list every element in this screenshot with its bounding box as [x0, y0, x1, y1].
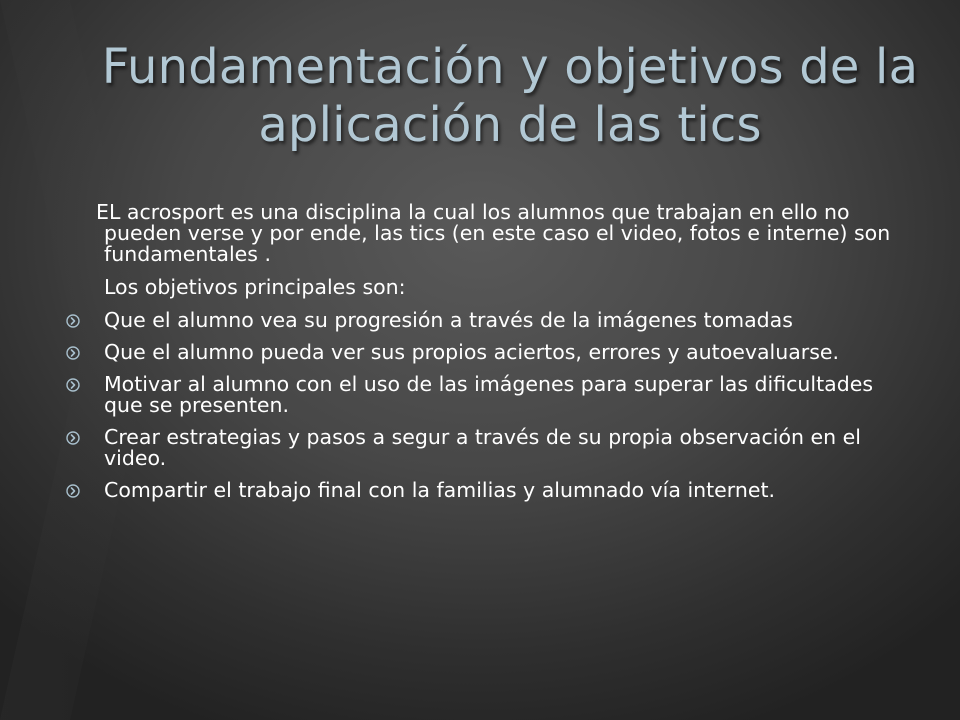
list-item [66, 374, 906, 416]
list-item [66, 310, 906, 331]
list-item-text: Que el alumno pueda ver sus propios aciertos, errores y autoevaluarse. [104, 340, 840, 364]
slide-body [66, 202, 906, 512]
circled-chevron-icon [66, 346, 80, 360]
objectives-heading: Los objetivos principales son: [104, 275, 406, 299]
circled-chevron-icon [66, 314, 80, 328]
list-item [66, 427, 906, 469]
slide-title: Fundamentación y objetivos de la aplicación de las tics [101, 39, 919, 153]
list-item-text: Compartir el trabajo final con la familias y alumnado vía internet. [104, 478, 776, 502]
circled-chevron-icon [66, 484, 80, 498]
list-item [66, 480, 906, 501]
list-item-text: Motivar al alumno con el uso de las imágenes para superar las dificultades que se presenten. [104, 372, 874, 417]
list-item-text: Crear estrategias y pasos a segur a través de su propia observación en el video. [104, 425, 861, 470]
objectives-list [66, 310, 906, 501]
circled-chevron-icon [66, 378, 80, 392]
list-item [66, 342, 906, 363]
circled-chevron-icon [66, 431, 80, 445]
list-item-text: Que el alumno vea su progresión a través de la imágenes tomadas [104, 308, 793, 332]
intro-paragraph: EL acrosport es una disciplina la cual los alumnos que trabajan en ello no pueden verse y por ende, las tics (en este caso el video, fotos e interne) son fundamentales . [96, 200, 891, 266]
